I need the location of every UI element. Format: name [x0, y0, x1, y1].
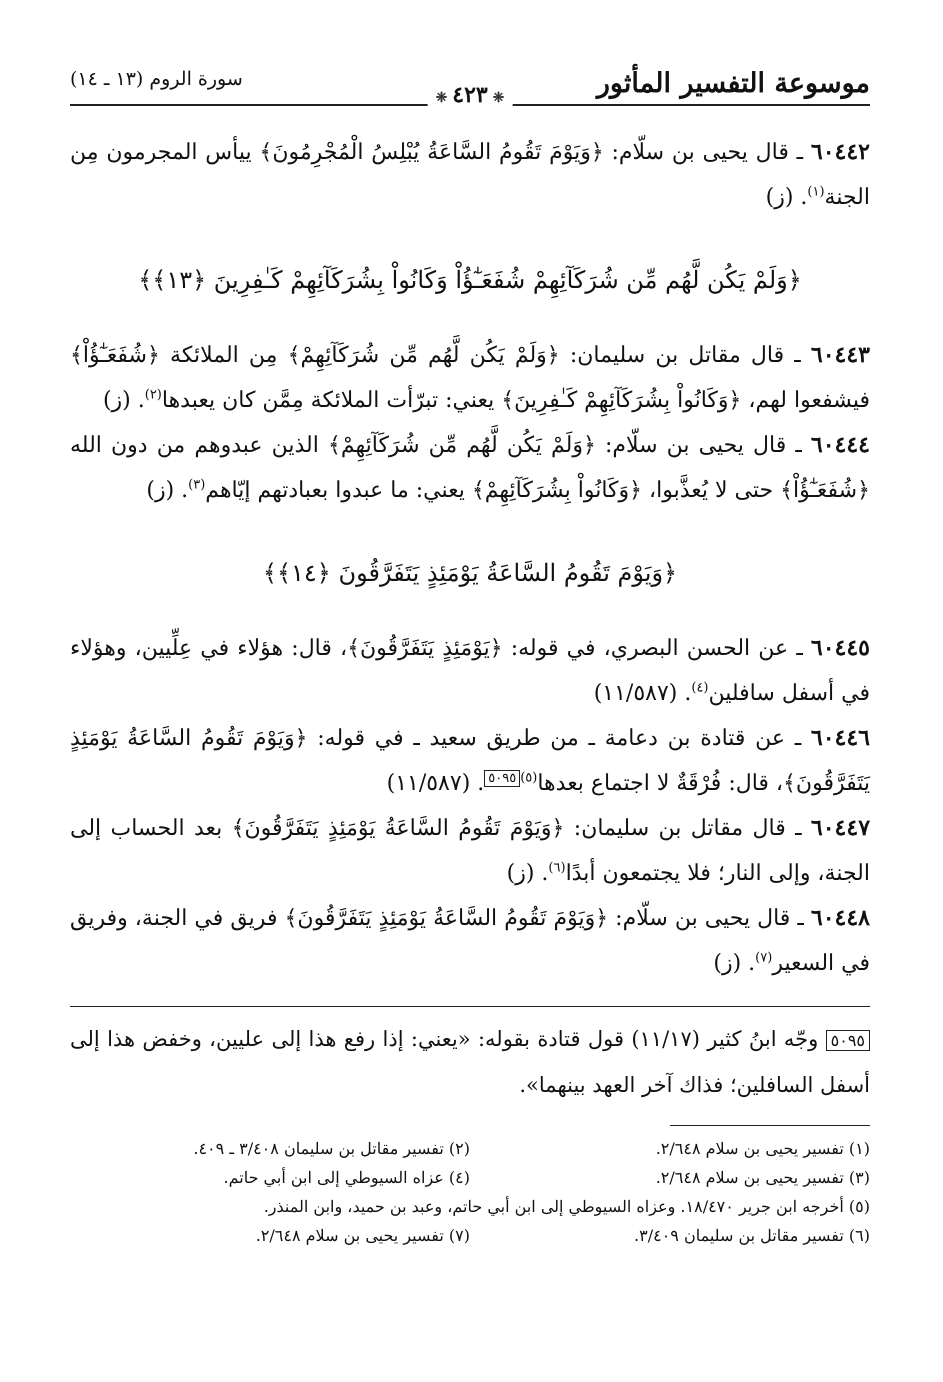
narration-text: ـ عن قتادة بن دعامة ـ من طريق سعيد ـ في قوله: ﴿وَيَوْمَ تَقُومُ السَّاعَةُ يَوْمَئِذٍ يَتَفَرَّقُونَ﴾، قال: فُرْقَةٌ لا اجتماع بعدها — [70, 726, 870, 796]
narration-number: ٦٠٤٤٥ — [810, 635, 870, 661]
ornament-icon: ❈ — [487, 90, 505, 106]
narration-6445 — [70, 626, 870, 716]
sura-label: سورة الروم (١٣ ـ ١٤) — [70, 68, 243, 90]
narration-text: ـ قال مقاتل بن سليمان: ﴿وَيَوْمَ تَقُومُ السَّاعَةُ يَوْمَئِذٍ يَتَفَرَّقُونَ﴾ بعد الحساب إلى الجنة، وإلى النار؛ فلا يجتمعون أبدًا — [70, 816, 870, 886]
narration-number: ٦٠٤٤٣ — [810, 342, 870, 368]
main-text — [70, 106, 870, 1250]
verse-13: ﴿وَلَمْ يَكُن لَّهُم مِّن شُرَكَآئِهِمْ شُفَعَـٰٓؤُاْ وَكَانُواْ بِشُرَكَآئِهِمْ كَـٰفِرِينَ ﴿١٣﴾﴾ — [138, 266, 802, 294]
narration-text: ـ قال يحيى بن سلّام: ﴿وَيَوْمَ تَقُومُ السَّاعَةُ يُبْلِسُ الْمُجْرِمُونَ﴾ ييأس المجرمون مِن الجنة — [70, 140, 870, 210]
page-number — [428, 82, 513, 108]
footnote-ref[interactable]: (٥) — [520, 770, 538, 786]
narration-number: ٦٠٤٤٤ — [810, 432, 870, 458]
narration-6448 — [70, 896, 870, 986]
footnotes — [70, 1134, 870, 1250]
footnote-row — [70, 1134, 870, 1163]
narration-6442 — [70, 130, 870, 220]
source-marker: . (ز) — [765, 185, 808, 210]
footnote-ref[interactable]: (٢) — [144, 387, 162, 403]
narration-text: ـ قال يحيى بن سلّام: ﴿وَيَوْمَ تَقُومُ السَّاعَةُ يَوْمَئِذٍ يَتَفَرَّقُونَ﴾ فريق في الجنة، وفريق في السعير — [70, 906, 870, 976]
footnote-2: (٢) تفسير مقاتل بن سليمان ٣/٤٠٨ ـ ٤٠٩. — [193, 1139, 470, 1158]
footnote-row — [70, 1192, 870, 1221]
commentary-box: ٥٠٩٥ — [826, 1030, 870, 1051]
footnote-ref[interactable]: (١) — [807, 184, 825, 200]
narration-number: ٦٠٤٤٨ — [810, 905, 870, 931]
source-marker: . (ز) — [506, 861, 549, 886]
book-title: موسوعة التفسير المأثور — [596, 68, 870, 99]
narration-number: ٦٠٤٤٢ — [810, 139, 870, 165]
footnote-row — [70, 1221, 870, 1250]
commentary-ref-box[interactable]: ٥٠٩٥ — [484, 770, 520, 787]
source-marker: . (١١/٥٨٧) — [386, 771, 485, 796]
footnote-ref[interactable]: (٣) — [188, 477, 206, 493]
ornament-icon: ❈ — [435, 90, 453, 106]
narration-6447 — [70, 806, 870, 896]
source-marker: . (ز) — [102, 388, 145, 413]
source-marker: . (ز) — [713, 951, 756, 976]
narration-text: ـ عن الحسن البصري، في قوله: ﴿يَوْمَئِذٍ يَتَفَرَّقُونَ﴾، قال: هؤلاء في عِلِّيين، وهؤلاء في أسفل سافلين — [70, 636, 870, 706]
narration-6444 — [70, 423, 870, 513]
footnote-ref[interactable]: (٧) — [755, 950, 773, 966]
footnote-ref[interactable]: (٤) — [691, 680, 709, 696]
footnote-7: (٧) تفسير يحيى بن سلام ٢/٦٤٨. — [255, 1226, 470, 1245]
narration-number: ٦٠٤٤٧ — [810, 815, 871, 841]
narration-text: ـ قال يحيى بن سلّام: ﴿وَلَمْ يَكُن لَّهُم مِّن شُرَكَآئِهِمْ﴾ الذين عبدوهم من دون الله ﴿شُفَعَـٰٓؤُاْ﴾ حتى لا يُعذَّبوا، ﴿وَكَانُواْ بِشُرَكَآئِهِمْ﴾ يعني: ما عبدوا بعبادتهم إيّاهم — [70, 433, 870, 503]
page-number-text: ٤٢٣ — [452, 82, 488, 108]
footnote-row — [70, 1163, 870, 1192]
narration-text: ـ قال مقاتل بن سليمان: ﴿وَلَمْ يَكُن لَّهُم مِّن شُرَكَآئِهِمْ﴾ مِن الملائكة ﴿شُفَعَـٰٓؤُاْ﴾ فيشفعوا لهم، ﴿وَكَانُواْ بِشُرَكَآئِهِمْ كَـٰفِرِينَ﴾ يعني: تبرّأت الملائكة مِمَّن كان يعبدها — [70, 343, 870, 413]
footnote-divider — [670, 1125, 870, 1126]
footnote-ref[interactable]: (٦) — [548, 860, 566, 876]
footnote-1: (١) تفسير يحيى بن سلام ٢/٦٤٨. — [655, 1139, 870, 1158]
narration-6446 — [70, 716, 870, 806]
commentary-note — [70, 1017, 870, 1107]
footnote-5: (٥) أخرجه ابن جرير ١٨/٤٧٠. وعزاه السيوطي إلى ابن أبي حاتم، وعبد بن حميد، وابن المنذر. — [263, 1197, 870, 1216]
verse-14: ﴿وَيَوْمَ تَقُومُ السَّاعَةُ يَوْمَئِذٍ يَتَفَرَّقُونَ ﴿١٤﴾﴾ — [262, 559, 678, 587]
source-marker: . (ز) — [146, 478, 189, 503]
commentary-text: وجّه ابنُ كثير (١١/١٧) قول قتادة بقوله: «يعني: إذا رفع هذا إلى عليين، وخفض هذا إلى أسفل السافلين؛ فذاك آخر العهد بينهما». — [70, 1027, 870, 1097]
page-header — [70, 60, 870, 106]
narration-number: ٦٠٤٤٦ — [810, 725, 870, 751]
footnote-4: (٤) عزاه السيوطي إلى ابن أبي حاتم. — [223, 1168, 470, 1187]
page — [70, 60, 870, 1250]
source-marker: . (١١/٥٨٧) — [593, 681, 692, 706]
footnote-3: (٣) تفسير يحيى بن سلام ٢/٦٤٨. — [655, 1168, 870, 1187]
narration-6443 — [70, 333, 870, 423]
footnote-6: (٦) تفسير مقاتل بن سليمان ٣/٤٠٩. — [634, 1226, 870, 1245]
commentary-divider — [70, 1006, 870, 1007]
